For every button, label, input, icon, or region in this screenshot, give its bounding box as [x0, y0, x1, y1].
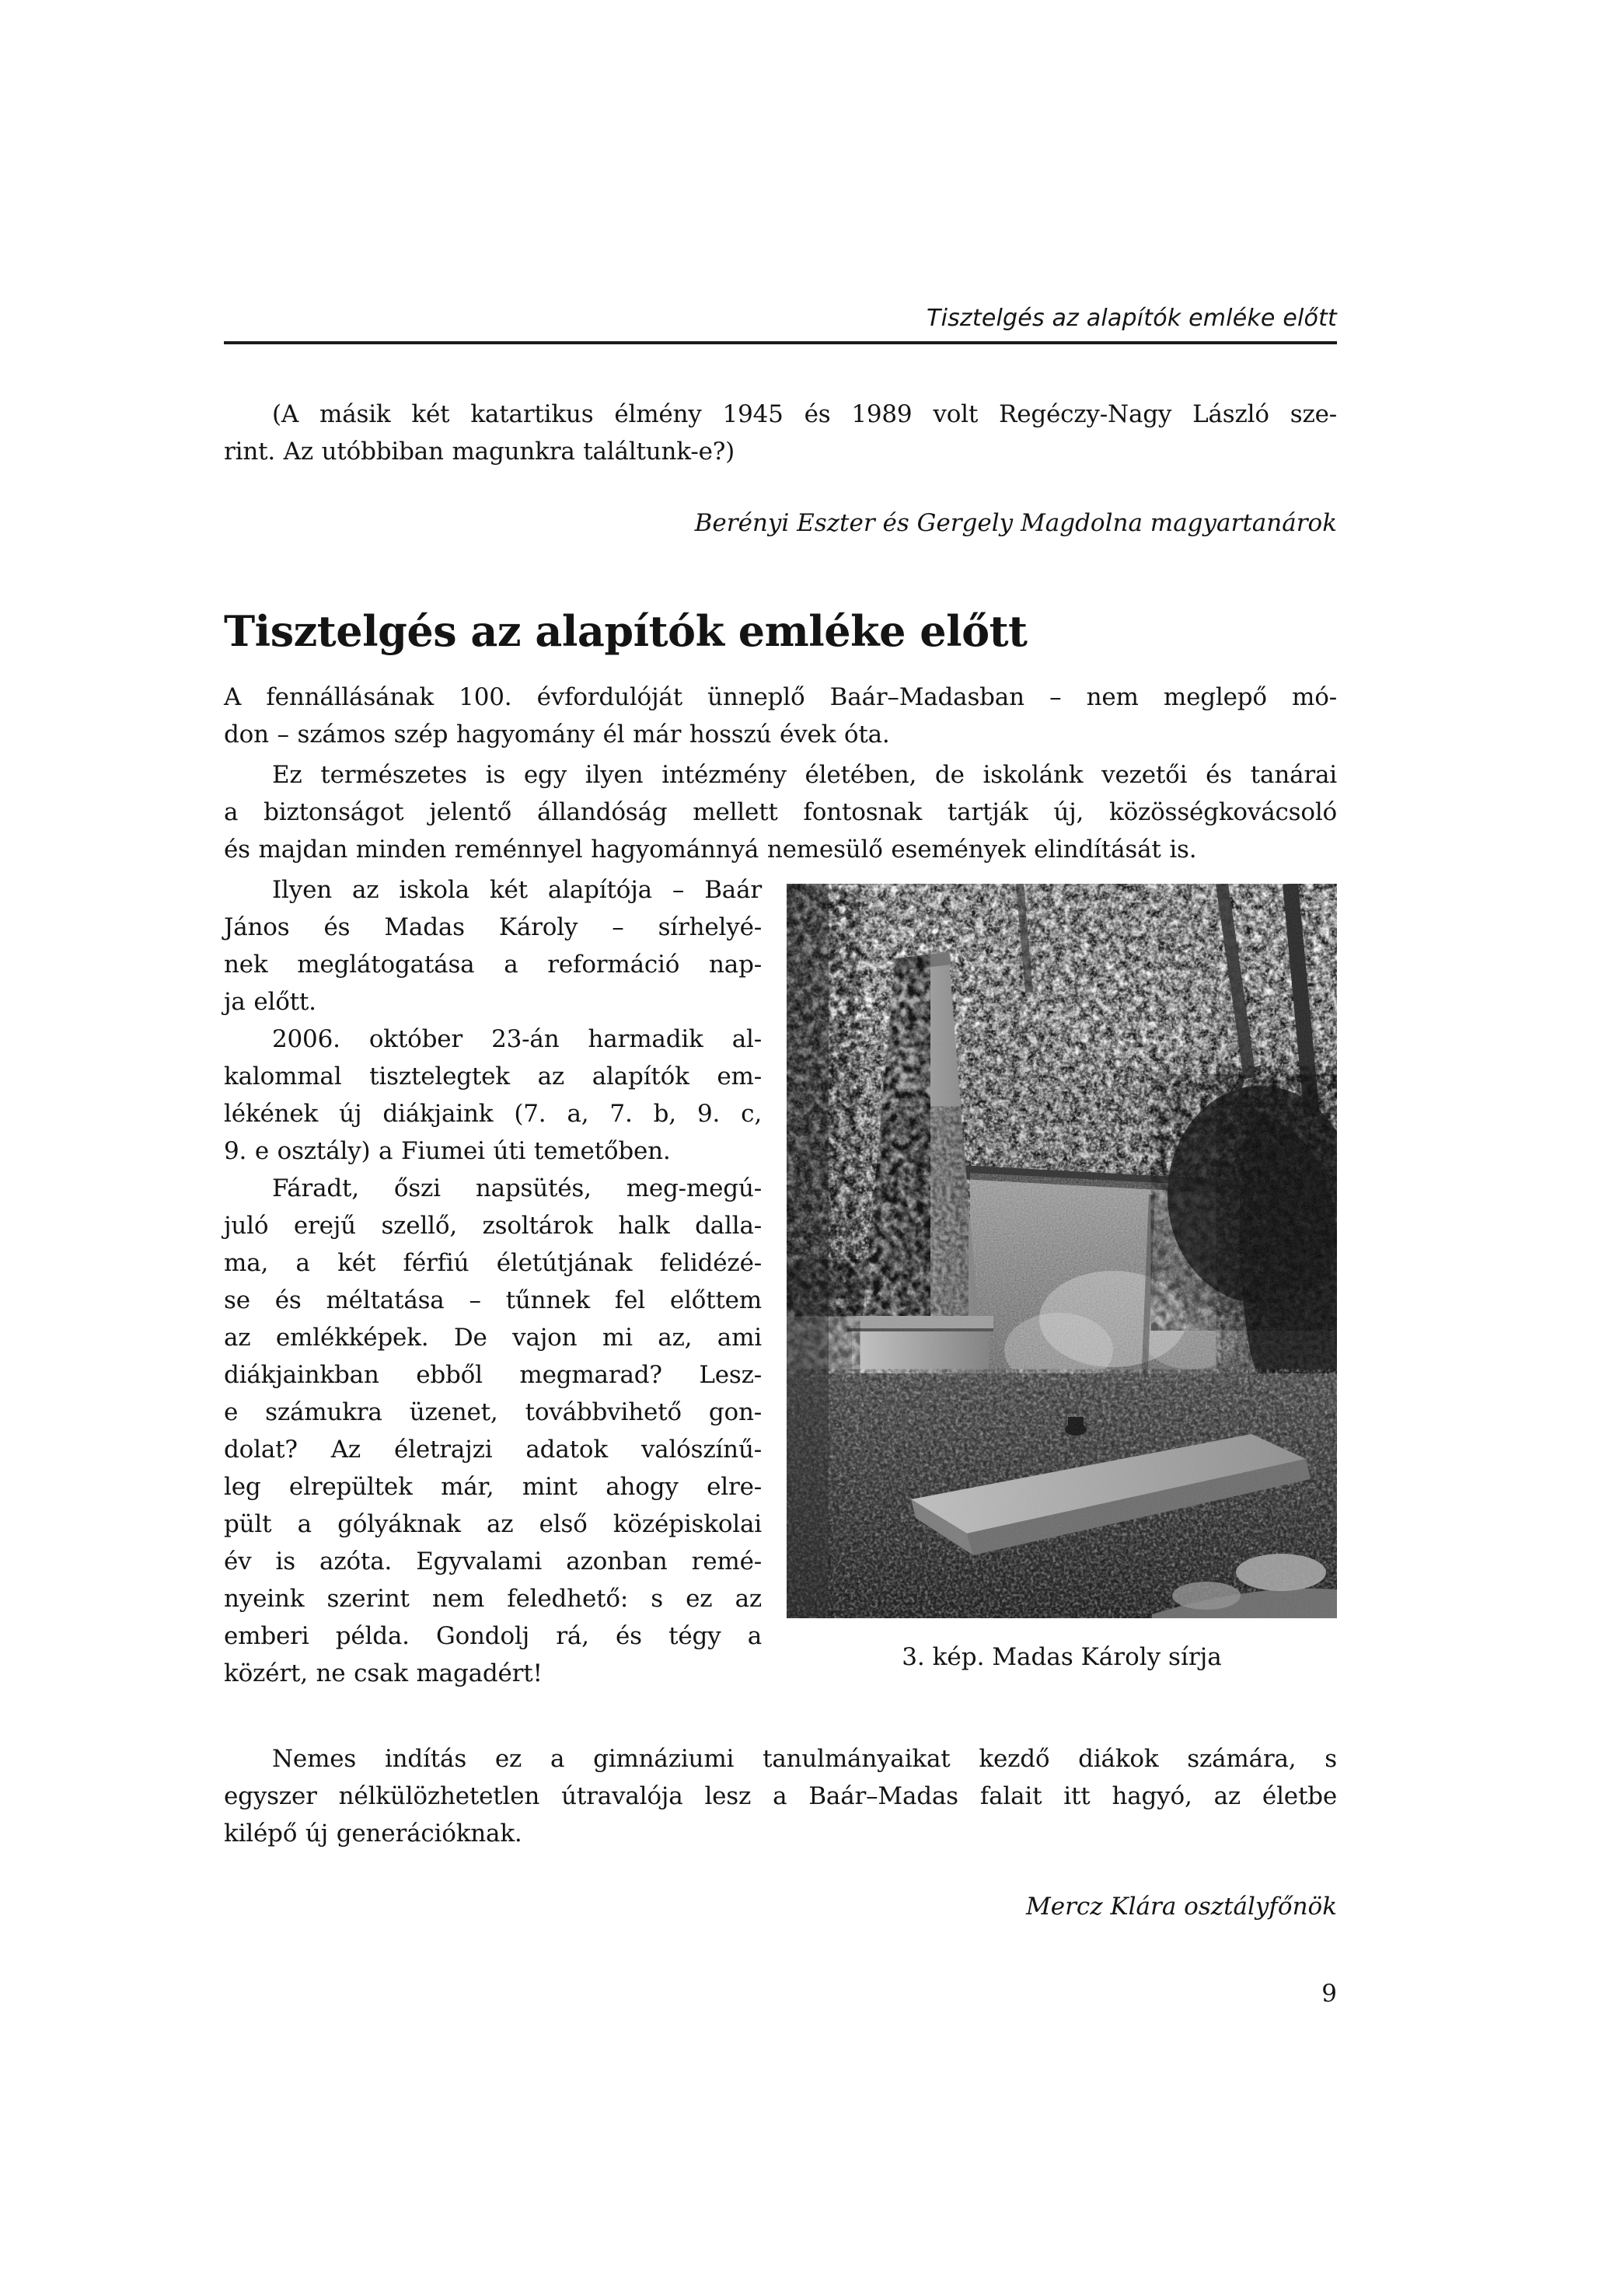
text-line: ma, a két férfiú életútjának felidézé- [224, 1249, 762, 1277]
text-line: egyszer nélkülözhetetlen útravalója lesz a Baár–Madas falait itt hagyó, az életbe [224, 1782, 1337, 1810]
text-line: Ilyen az iskola két alapítója – Baár [272, 876, 762, 904]
grave-photo-illustration [787, 884, 1337, 1618]
text-line: nek meglátogatása a reformáció nap- [224, 951, 762, 979]
text-line: e számukra üzenet, továbbvihető gon- [224, 1398, 762, 1426]
figure [787, 871, 1337, 1692]
text-line: don – számos szép hagyomány él már hosszú évek óta. [224, 721, 890, 748]
paragraph-1 [224, 679, 1337, 753]
text-line: Ez természetes is egy ilyen intézmény életében, de iskolánk vezetői és tanárai [272, 761, 1337, 789]
paragraph-2 [224, 756, 1337, 868]
text-line: leg elrepültek már, mint ahogy elre- [224, 1473, 762, 1501]
intro-section [224, 396, 1337, 542]
text-line: 2006. október 23-án harmadik al- [272, 1025, 762, 1053]
byline-teachers: Berényi Eszter és Gergely Magdolna magyartanárok [694, 509, 1337, 537]
text-line: rint. Az utóbbiban magunkra találtunk-e?) [224, 438, 735, 466]
text-line: és majdan minden reménnyel hagyománnyá nemesülő események elindítását is. [224, 836, 1197, 864]
text-line: pült a gólyáknak az első középiskolai [224, 1510, 762, 1538]
text-block [224, 0, 1337, 2012]
text-line: nyeink szerint nem feledhető: s ez az [224, 1585, 762, 1613]
byline-author: Mercz Klára osztályfőnök [1026, 1893, 1337, 1921]
figure-caption: 3. kép. Madas Károly sírja [902, 1643, 1222, 1671]
intro-paragraph [224, 396, 1337, 470]
page-number: 9 [1321, 1980, 1337, 2008]
text-line: diákjainkban ebből megmarad? Lesz- [224, 1361, 762, 1389]
header-rule [224, 341, 1337, 344]
text-line: se és méltatása – tűnnek fel előttem [224, 1286, 762, 1314]
text-line: (A másik két katartikus élmény 1945 és 1989 volt Regéczy-Nagy László sze- [272, 400, 1337, 428]
grave-photo [787, 884, 1337, 1618]
closing-paragraph [224, 1740, 1337, 1852]
text-and-figure-row [224, 871, 1337, 1692]
article-title: Tisztelgés az alapítók emléke előtt [224, 606, 1028, 656]
text-line: dolat? Az életrajzi adatok valószínű- [224, 1436, 762, 1464]
text-line: emberi példa. Gondolj rá, és tégy a [224, 1622, 762, 1650]
text-line: ja előtt. [224, 988, 316, 1016]
text-line: juló erejű szellő, zsoltárok halk dalla- [224, 1212, 762, 1240]
text-line: kilépő új generációknak. [224, 1820, 522, 1848]
text-line: A fennállásának 100. évfordulóját ünneplő Baár–Madasban – nem meglepő mó- [224, 683, 1337, 711]
text-line: 9. e osztály) a Fiumei úti temetőben. [224, 1137, 671, 1165]
text-line: a biztonságot jelentő állandóság mellett fontosnak tartják új, közösségkovácsoló [224, 798, 1337, 826]
text-line: Fáradt, őszi napsütés, meg-megú- [272, 1174, 762, 1202]
text-line: kalommal tisztelegtek az alapítók em- [224, 1063, 762, 1090]
text-line: János és Madas Károly – sírhelyé- [224, 913, 762, 941]
text-line: az emlékképek. De vajon mi az, ami [224, 1324, 762, 1352]
text-line: Nemes indítás ez a gimnáziumi tanulmányaikat kezdő diákok számára, s [272, 1745, 1337, 1773]
text-line: lékének új diákjaink (7. a, 7. b, 9. c, [224, 1100, 762, 1128]
running-head: Tisztelgés az alapítók emléke előtt [927, 305, 1337, 332]
text-line: év is azóta. Egyvalami azonban remé- [224, 1548, 762, 1575]
text-line: közért, ne csak magadért! [224, 1659, 543, 1687]
wrapped-column-text [224, 871, 762, 1692]
